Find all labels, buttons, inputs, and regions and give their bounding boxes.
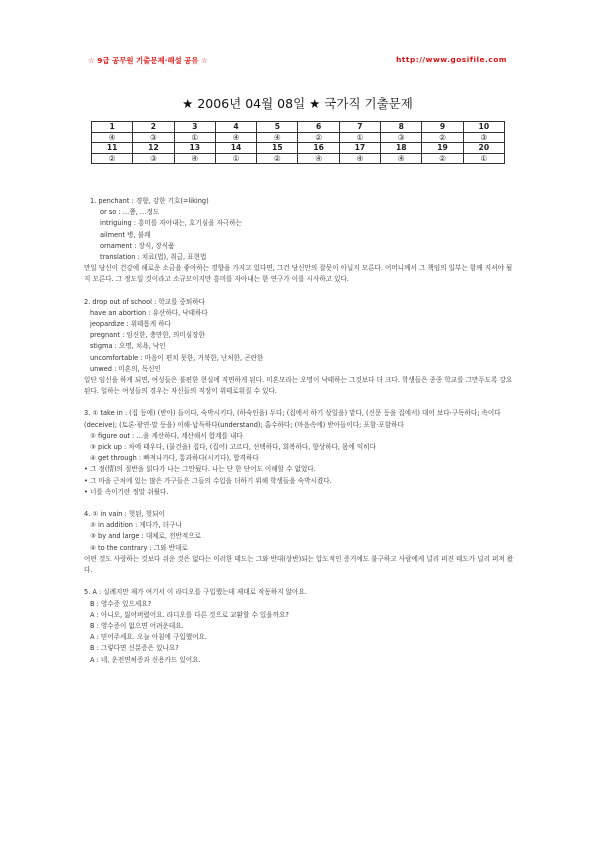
answer-cell: ① — [174, 132, 215, 143]
answer-cell: ④ — [92, 132, 133, 143]
question-number-cell: 17 — [339, 143, 380, 154]
question-number-cell: 10 — [463, 122, 504, 133]
answer-cell: ③ — [133, 132, 174, 143]
q2-line: 2. drop out of school : 학교를 중퇴하다 — [84, 297, 206, 306]
question-number-cell: 14 — [215, 143, 256, 154]
answer-table — [91, 121, 505, 164]
q5-line: B : 영수증이 없으면 어려운데요. — [90, 621, 184, 630]
question-4-block — [84, 509, 514, 576]
answer-cell: ④ — [298, 153, 339, 164]
question-3-block — [84, 408, 514, 498]
question-number-cell: 19 — [422, 143, 463, 154]
answer-cell: ③ — [463, 132, 504, 143]
question-5-block — [84, 587, 514, 665]
q3-line: ④ get through : 빠져나가다, 통과하다(시키다), 합격하다 — [90, 454, 259, 463]
answer-cell: ③ — [133, 153, 174, 164]
q3-bullet: • 그 마을 근처에 있는 많은 가구들은 그들의 수입을 더하기 위해 학생들을 숙박시켰다. — [84, 476, 332, 485]
answer-cell: ④ — [174, 153, 215, 164]
answer-cell: ② — [298, 132, 339, 143]
question-number-cell: 6 — [298, 122, 339, 133]
q3-line: ② figure out : …을 계산하다, 계산해서 합계를 내다 — [90, 431, 243, 440]
question-number-cell: 16 — [298, 143, 339, 154]
answer-cell: ① — [339, 132, 380, 143]
q1-line: intriguing : 흥미를 자아내는, 호기심을 자극하는 — [100, 219, 243, 228]
q2-line: jeopardize : 위태롭게 하다 — [90, 320, 172, 329]
question-number-cell: 8 — [381, 122, 422, 133]
page-header — [88, 55, 507, 67]
question-number-cell: 5 — [257, 122, 298, 133]
q4-line: ③ by and large : 대체로, 전반적으로 — [90, 532, 201, 541]
q3-line: ③ pick up : 차에 태우다, (물건을) 집다, (집어) 고르다, 선택하다, 회복하다, 향상하다, 몸에 익히다 — [90, 443, 376, 452]
q4-translation: 어떤 것도 사랑하는 것보다 쉬운 것은 없다는 이러한 태도는 그와 반대(상반)되는 압도적인 증거에도 불구하고 사람에게 널리 퍼진 태도가 널리 퍼져 왔다. — [84, 554, 514, 575]
explanations — [84, 196, 514, 666]
question-number-cell: 15 — [257, 143, 298, 154]
answer-cell: ④ — [381, 153, 422, 164]
page-title: ★ 2006년 04월 08일 ★ 국가직 기출문제 — [182, 96, 413, 111]
question-1-block — [84, 196, 514, 286]
q5-line: B : 그렇다면 신분증은 있나요? — [90, 644, 179, 653]
answer-cell: ② — [422, 153, 463, 164]
q5-line: 5. A : 실례지만 제가 여기서 이 라디오를 구입했는데 제대로 작동하지 않아요. — [84, 588, 307, 597]
q2-line: have an abortion : 유산하다, 낙태하다 — [90, 308, 208, 317]
question-number-cell: 20 — [463, 143, 504, 154]
q5-line: B : 영수증 있으세요? — [90, 599, 152, 608]
question-number-cell: 4 — [215, 122, 256, 133]
question-number-cell: 11 — [92, 143, 133, 154]
answer-cell: ① — [215, 153, 256, 164]
question-number-cell: 18 — [381, 143, 422, 154]
header-url-link[interactable]: http://www.gosifile.com — [396, 55, 507, 64]
question-number-cell: 9 — [422, 122, 463, 133]
answer-cell: ② — [257, 153, 298, 164]
q1-line: ornament : 장식, 장식품 — [100, 241, 175, 250]
q5-line: A : 아니오, 잃어버렸어요. 라디오를 다른 것으로 교환할 수 있을까요? — [90, 610, 289, 619]
q1-line: 1. penchant : 경향, 강한 기호(=liking) — [90, 197, 209, 205]
q5-line: A : 믿어주세요. 오늘 아침에 구입했어요. — [90, 633, 207, 642]
q1-line: or so : …쯤, …정도 — [100, 208, 160, 217]
question-number-cell: 3 — [174, 122, 215, 133]
q4-line: ④ to the contrary : 그와 반대로 — [90, 543, 188, 552]
q2-line: unwed : 미혼의, 독신인 — [90, 364, 161, 373]
q2-translation: 일단 임신을 하게 되면, 여성들은 불편한 현실에 직면하게 된다. 미혼모라는 오명이 낙태하는 그것보다 더 크다. 학생들은 종종 학교를 그만두도록 강요된다. 일하는 여성들의 경우는 자신들의 직장이 위태로워질 수 있다. — [84, 376, 513, 396]
q3-paragraph: 3. ① take in : (집 등에) (받아) 들이다, 숙박시키다, (하숙인을) 두다; (집에서 하기 삯일을) 맡다, (신문 등을 집에서) 대어 보다·구독하다; 속이다(deceive); (토론·광연·말 등을) 이해·납득하다(understand); 흡수하다; (마음속에) 받아들이다; 포함·포함하다 — [84, 409, 501, 429]
answer-cell: ② — [92, 153, 133, 164]
q4-line: ② in addition : 게다가, 더구나 — [90, 521, 182, 530]
answer-cell: ② — [422, 132, 463, 143]
q2-line: pregnant : 임신한, 충만한, 의미심장한 — [90, 331, 205, 340]
header-left-text: ☆ 9급 공무원 기출문제·해설 공유 ☆ — [88, 56, 208, 65]
question-2-block — [84, 297, 514, 398]
q2-line: stigma : 오명, 치욕, 낙인 — [90, 342, 166, 351]
question-number-cell: 1 — [92, 122, 133, 133]
answer-cell: ① — [463, 153, 504, 164]
answer-cell: ④ — [339, 153, 380, 164]
answer-cell: ③ — [381, 132, 422, 143]
q1-line: translation : 치료(법), 취급, 표현법 — [100, 253, 207, 262]
question-number-cell: 2 — [133, 122, 174, 133]
answer-cell: ④ — [215, 132, 256, 143]
q2-line: uncomfortable : 마음이 편치 못한, 거북한, 난처한, 곤란한 — [90, 353, 264, 362]
q4-line: 4. ① in vain : 헛된, 헛되이 — [84, 510, 165, 519]
answer-cell: ④ — [257, 132, 298, 143]
q5-line: A : 네, 운전면허증과 신용카드 있어요. — [90, 655, 201, 664]
question-number-cell: 12 — [133, 143, 174, 154]
q1-translation: 만일 당신이 건강에 해로운 소금을 좋아하는 경향을 가지고 있다면, 그건 당신만의 잘못이 아닐지 모른다. 어머니께서 그 책임의 일부는 함께 지셔야 될지 모른다. 그 정도일 것이라고 소규모이지만 흥미를 자아내는 한 연구가 이를 시사하고 있다. — [84, 264, 513, 284]
q3-bullet: • 너를 속이기란 정말 쉬웠다. — [84, 487, 169, 496]
q1-line: ailment 병, 불쾌 — [100, 230, 151, 239]
question-number-cell: 13 — [174, 143, 215, 154]
q3-bullet: • 그 정(情)의 절반을 읽다가 나는 그만뒀다. 나는 단 한 단어도 이해할 수 없었다. — [84, 465, 316, 474]
question-number-cell: 7 — [339, 122, 380, 133]
